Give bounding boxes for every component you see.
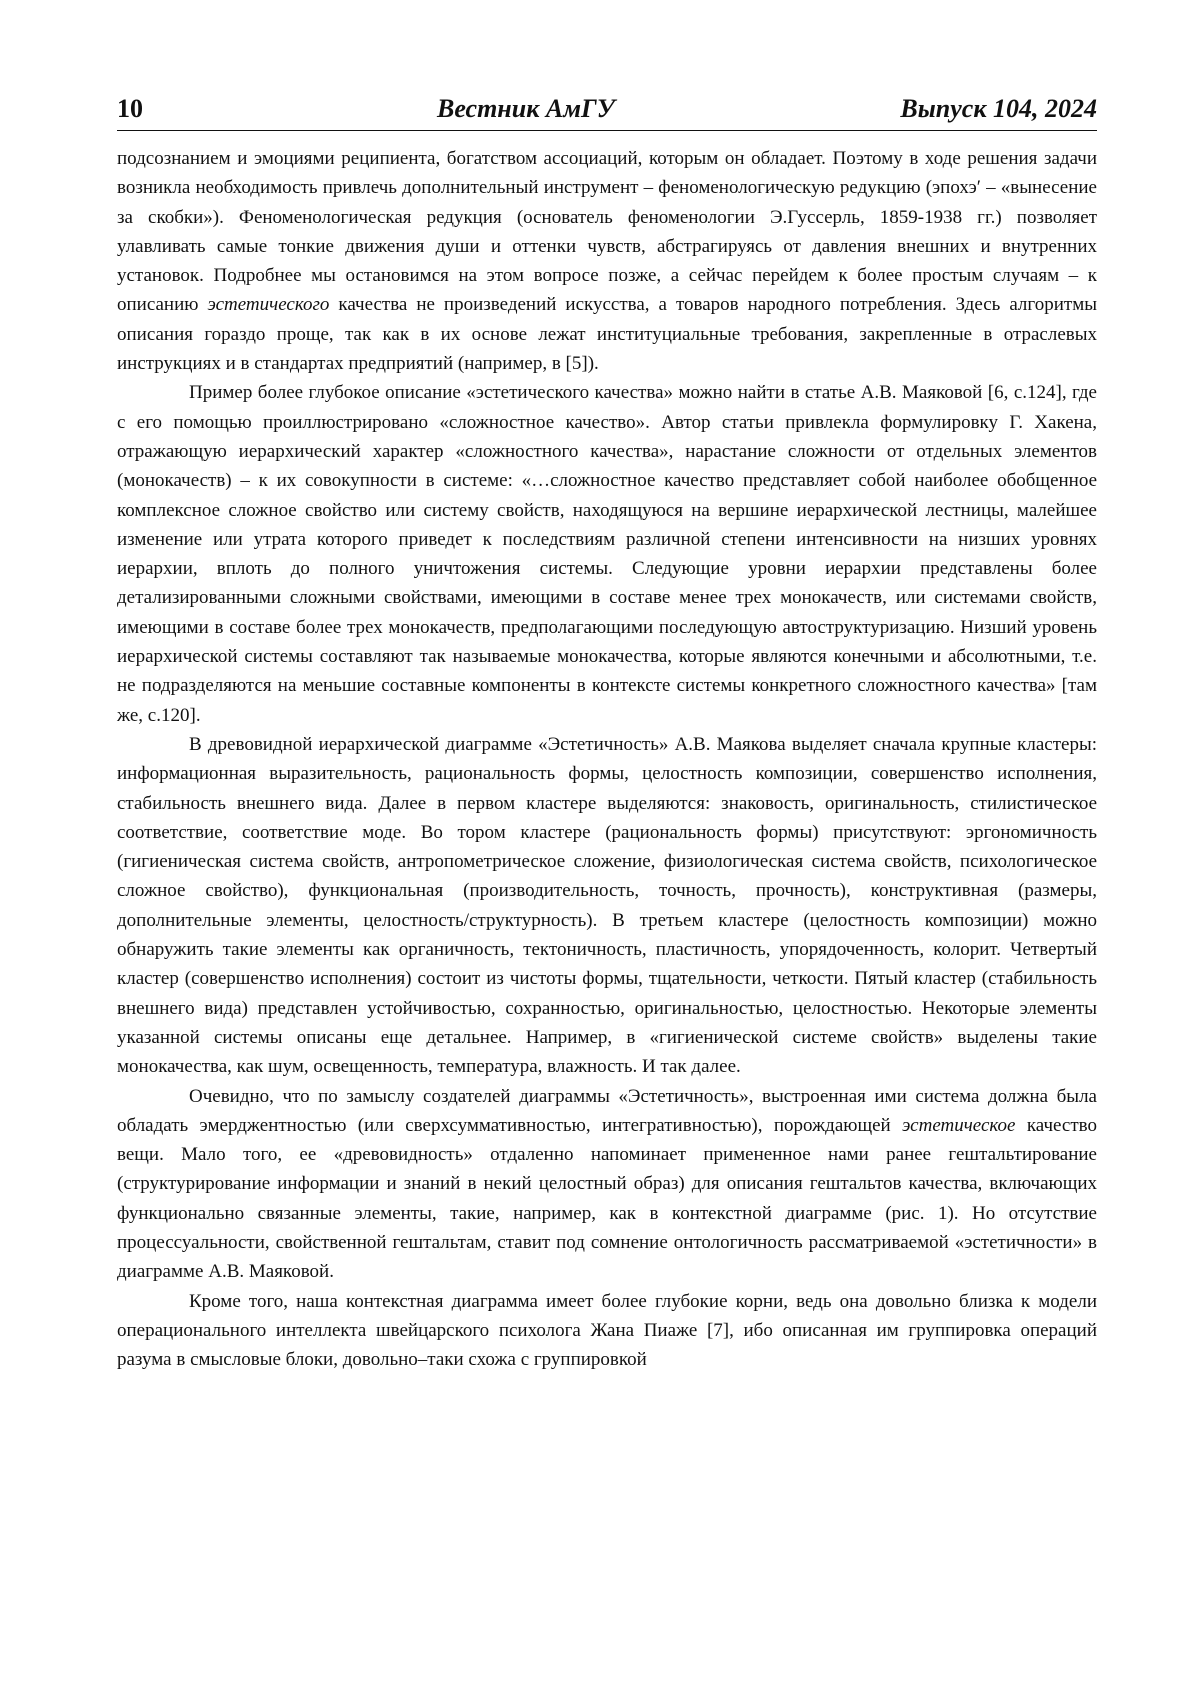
paragraph-3: В древовидной иерархической диаграмме «Эстетичность» А.В. Маякова выделяет сначала крупные кластеры: информационная выразительность, рациональность формы, целостность композиции, совершенство исполнения, стабильность внешнего вида. Далее в первом кластере выделяются: знаковость, оригинальность, стилистическое соответствие, соответствие моде. Во тором кластере (рациональность формы) присутствуют: эргономичность (гигиеническая система свойств, антропометрическое сложение, физиологическая система свойств, психологическое сложное свойство), функциональная (производительность, точность, прочность), конструктивная (размеры, дополнительные элементы, целостность/структурность). В третьем кластере (целостность композиции) можно обнаружить такие элементы как органичность, тектоничность, пластичность, упорядоченность, колорит. Четвертый кластер (совершенство исполнения) состоит из чистоты формы, тщательности, четкости. Пятый кластер (стабильность внешнего вида) представлен устойчивостью, сохранностью, оригинальностью, целостностью. Некоторые элементы указанной системы описаны еще детальнее. Например, в «гигиенической системе свойств» выделены такие монокачества, как шум, освещенность, температура, влажность. И так далее. (117, 733, 1097, 1078)
page-number: 10 (117, 94, 143, 123)
page-header (117, 86, 1097, 131)
paragraph-4-text-a: Очевидно, что по замыслу создателей диаграммы «Эстетичность», выстроенная ими система должна была обладать эмерджентностью (или сверхсуммативностью, интегративностью), порождающей (117, 1085, 1097, 1136)
issue-label: Выпуск 104, 2024 (900, 94, 1097, 123)
paragraph-4 (117, 1082, 1097, 1287)
paragraph-2: Пример более глубокое описание «эстетического качества» можно найти в статье А.В. Маяковой [6, с.124], где с его помощью проиллюстрировано «сложностное качество». Автор статьи привлекла формулировку Г. Хакена, отражающую иерархический характер «сложностного качества», нарастание сложности от отдельных элементов (монокачеств) – к их совокупности в системе: «…сложностное качество представляет собой наиболее обобщенное комплексное сложное свойство или систему свойств, находящуюся на вершине иерархической лестницы, малейшее изменение или утрата которого приведет к последствиям различной степени интенсивности на низших уровнях иерархии, вплоть до полного уничтожения системы. Следующие уровни иерархии представлены более детализированными сложными свойствами, имеющими в составе менее трех монокачеств, или системами свойств, имеющими в составе более трех монокачеств, предполагающими последующую автоструктуризацию. Низший уровень иерархической системы составляют так называемые монокачества, которые являются конечными и абсолютными, т.е. не подразделяются на меньшие составные компоненты в контексте системы конкретного сложностного качества» [там же, с.120]. (117, 382, 1097, 726)
paragraph-1-text-b: качества не произведений искусства, а товаров народного потребления. Здесь алгоритмы описания гораздо проще, так как в их основе лежат институциальные требования, закрепленные в отраслевых инструкциях и в стандартах предприятий (например, в [5]). (117, 294, 1097, 375)
paragraph-4-text-b: качество вещи. Мало того, ее «древовидность» отдаленно напоминает примененное нами ранее гештальтирование (структурирование информации и знаний в некий целостный образ) для описания гештальтов качества, включающих функционально связанные элементы, такие, например, как в контекстной диаграмме (рис. 1). Но отсутствие процессуальности, свойственной гештальтам, ставит под сомнение онтологичность рассматриваемой «эстетичности» в диаграмме А.В. Маяковой. (117, 1114, 1097, 1283)
paragraph-1-italic: эстетического (207, 294, 330, 316)
paragraph-1-text-a: подсознанием и эмоциями реципиента, богатством ассоциаций, которым он обладает. Поэтому в ходе решения задачи возникла необходимость привлечь дополнительный инструмент – феноменологическую редукцию (эпохэ′ – «вынесение за скобки»). Феноменологическая редукция (основатель феноменологии Э.Гуссерль, 1859-1938 гг.) позволяет улавливать самые тонкие движения души и оттенки чувств, абстрагируясь от давления внешних и внутренних установок. Подробнее мы остановимся на этом вопросе позже, а сейчас перейдем к более простым случаям – к описанию (117, 148, 1097, 316)
paragraph-5: Кроме того, наша контекстная диаграмма имеет более глубокие корни, ведь она довольно близка к модели операционального интеллекта швейцарского психолога Жана Пиаже [7], ибо описанная им группировка операций разума в смысловые блоки, довольно–таки схожа с группировкой (117, 1290, 1097, 1371)
article-body (117, 144, 1097, 1374)
journal-title: Вестник АмГУ (437, 94, 615, 123)
paragraph-1 (117, 144, 1097, 378)
paragraph-4-italic: эстетическое (902, 1114, 1016, 1136)
